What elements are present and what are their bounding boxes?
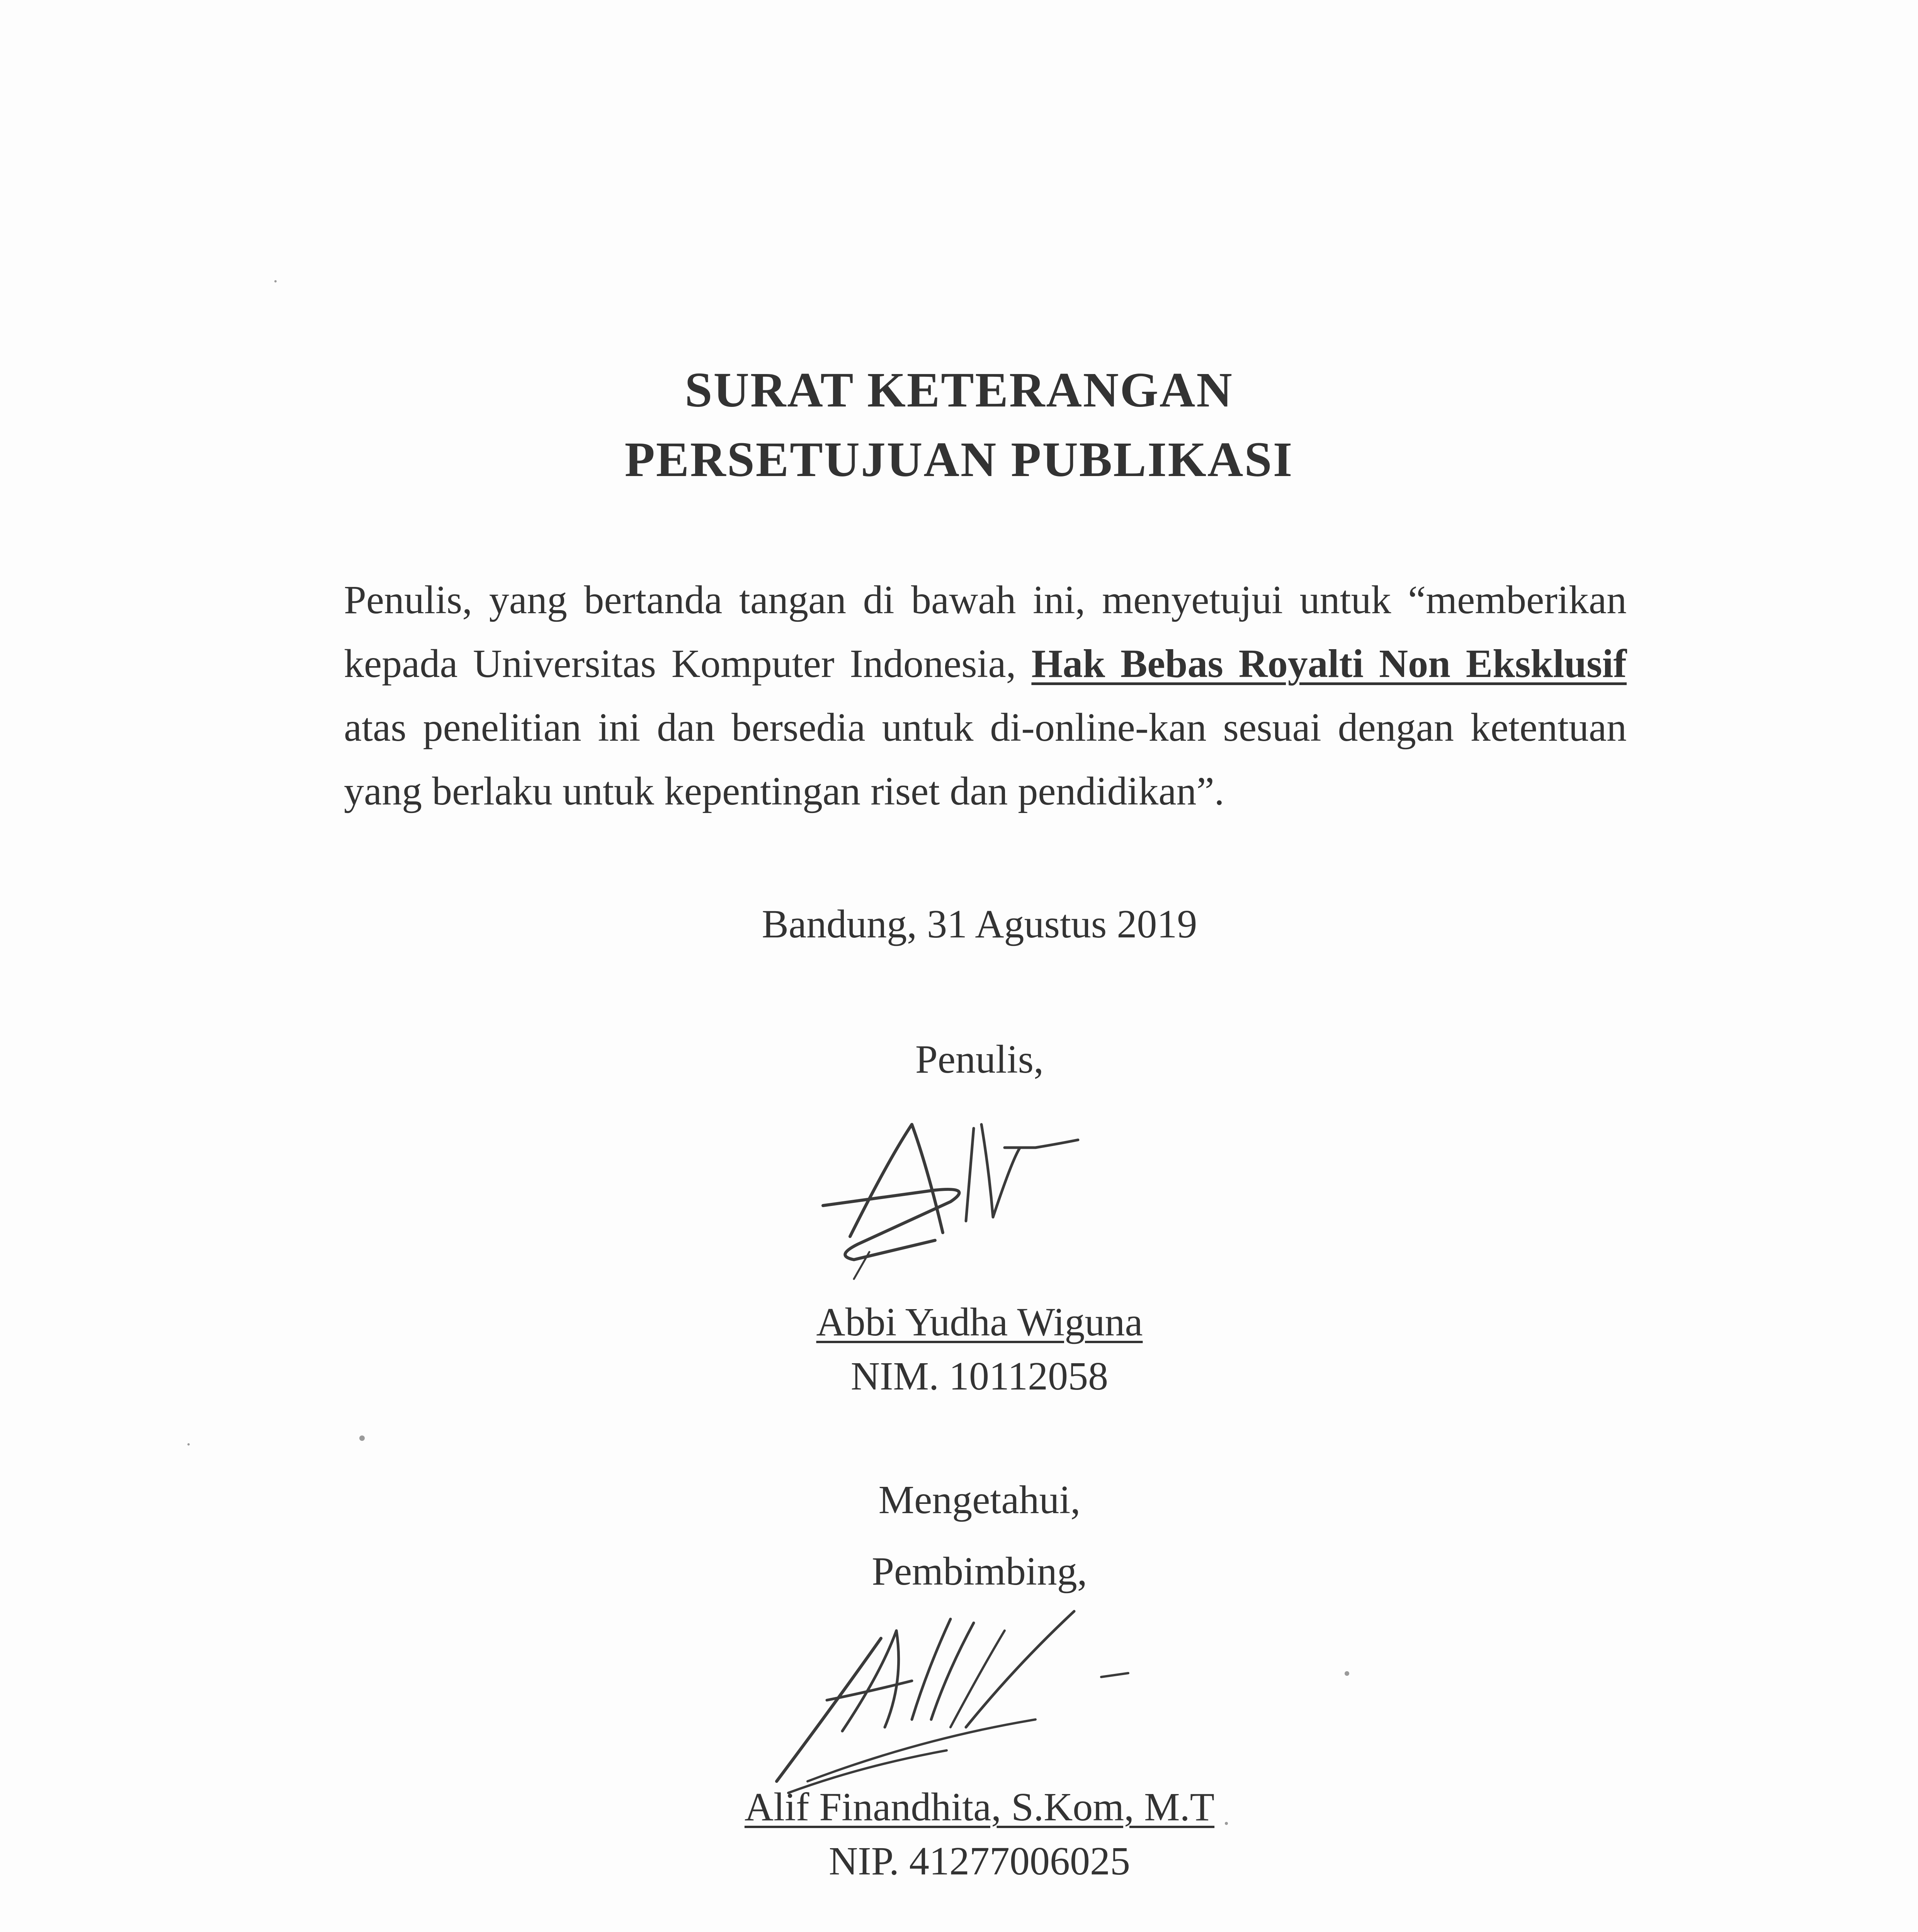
consent-text-part-1: Penulis, yang bertanda tangan di bawah ini, menyetujui untuk “memberikan kepada Universitas Komputer Indonesia, [344, 578, 1627, 686]
scan-speck [359, 1435, 365, 1441]
scan-speck [274, 280, 277, 282]
supervisor-name-text: Alif Finandhita, S.Kom, M.T [744, 1785, 1215, 1829]
scan-speck [1225, 1822, 1228, 1825]
acknowledged-label: Mengetahui, [878, 1478, 1081, 1522]
supervisor-id: NIP. 41277006025 [828, 1839, 1131, 1883]
author-name-text: Abbi Yudha Wiguna [816, 1300, 1143, 1344]
consent-paragraph [344, 568, 1627, 823]
author-label: Penulis, [915, 1037, 1044, 1082]
author-id: NIM. 10112058 [850, 1354, 1109, 1398]
document-title-line-2: PERSETUJUAN PUBLIKASI [624, 432, 1294, 487]
supervisor-signature [765, 1604, 1151, 1804]
consent-text-part-2: atas penelitian ini dan bersedia untuk di-online-kan sesuai dengan ketentuan yang berlaku untuk kepentingan riset dan pendidikan”. [344, 705, 1627, 813]
supervisor-label: Pembimbing, [872, 1549, 1087, 1594]
place-date: Bandung, 31 Agustus 2019 [762, 902, 1197, 946]
scan-speck [1345, 1671, 1349, 1676]
author-signature [811, 1113, 1090, 1283]
scan-speck [187, 1443, 190, 1446]
author-name [580, 1302, 1379, 1342]
royalty-free-emphasis: Hak Bebas Royalti Non Eksklusif [1031, 641, 1627, 686]
supervisor-name [580, 1787, 1379, 1827]
document-title-line-1: SURAT KETERANGAN [685, 362, 1233, 417]
